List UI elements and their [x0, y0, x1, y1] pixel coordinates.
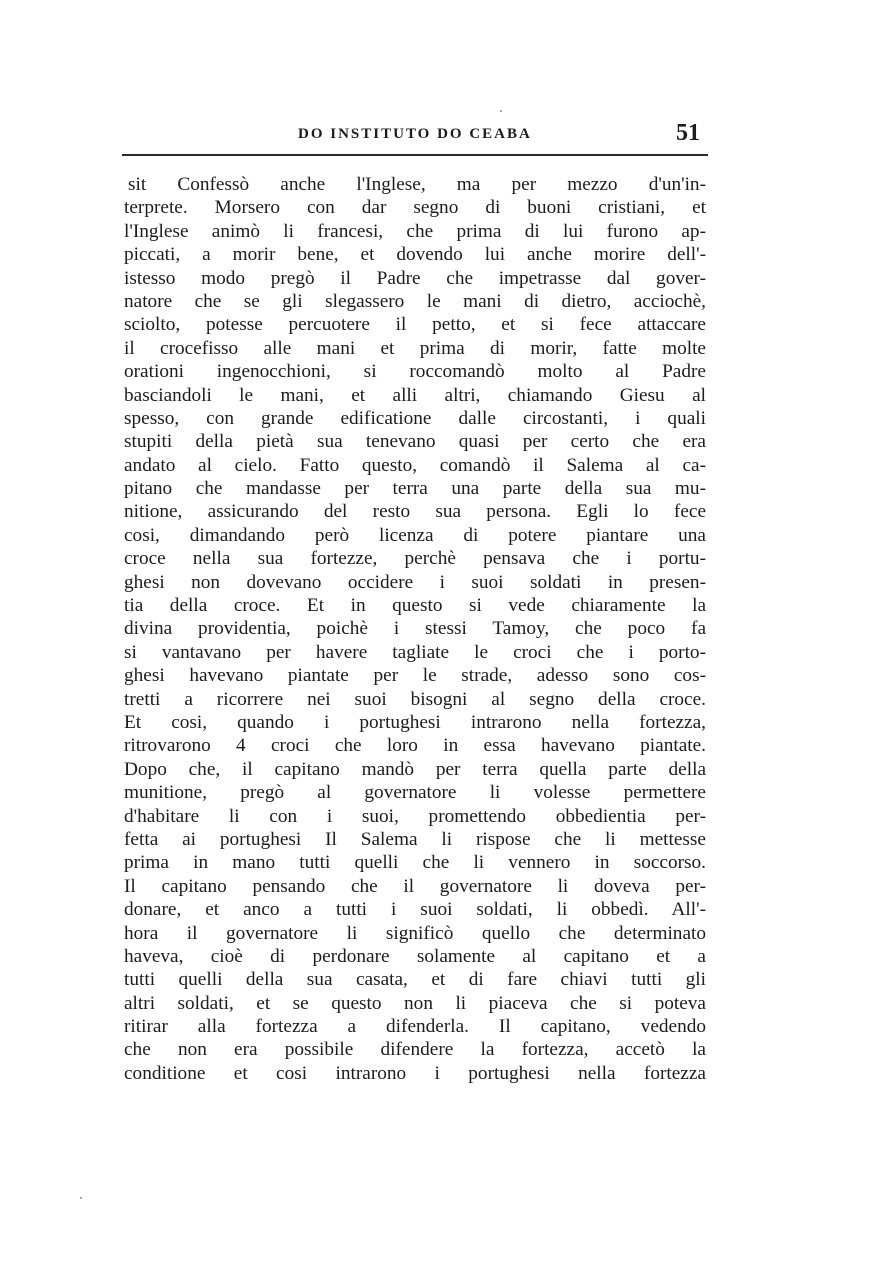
text-line: prima in mano tutti quelli che li vennero in soccorso.	[124, 852, 706, 874]
text-line: cosi, dimandando però licenza di potere piantare una	[124, 524, 706, 546]
running-title: DO INSTITUTO DO CEABA	[298, 126, 532, 142]
text-line: che non era possibile difendere la fortezza, accetò la	[124, 1039, 706, 1061]
text-line: divina providentia, poichè i stessi Tamoy, che poco fa	[124, 618, 706, 640]
text-line: basciandoli le mani, et alli altri, chiamando Giesu al	[124, 384, 706, 406]
text-line: l'Inglese animò li francesi, che prima di lui furono ap-	[124, 220, 706, 242]
paper-speck-bottom	[80, 1197, 82, 1199]
text-line: d'habitare li con i suoi, promettendo obbedientia per-	[124, 805, 706, 827]
text-line: si vantavano per havere tagliate le croci che i porto-	[124, 641, 706, 663]
text-line: istesso modo pregò il Padre che impetrasse dal gover-	[124, 267, 706, 289]
text-line: donare, et anco a tutti i suoi soldati, li obbedì. All'-	[124, 899, 706, 921]
text-line: tia della croce. Et in questo si vede chiaramente la	[124, 595, 706, 617]
text-line: Et cosi, quando i portughesi intrarono nella fortezza,	[124, 711, 706, 733]
text-line: tretti a ricorrere nei suoi bisogni al segno della croce.	[124, 688, 706, 710]
page-number: 51	[676, 120, 700, 146]
text-line: altri soldati, et se questo non li piaceva che si poteva	[124, 992, 706, 1014]
text-line: nitione, assicurando del resto sua persona. Egli lo fece	[124, 501, 706, 523]
text-line: conditione et cosi intrarono i portughesi nella fortezza	[124, 1062, 706, 1084]
text-line: haveva, cioè di perdonare solamente al capitano et a	[124, 945, 706, 967]
body-text	[124, 173, 706, 1085]
text-line: tutti quelli della sua casata, et di fare chiavi tutti gli	[124, 969, 706, 991]
text-line: pitano che mandasse per terra una parte della sua mu-	[124, 478, 706, 500]
text-line: terprete. Morsero con dar segno di buoni cristiani, et	[124, 197, 706, 219]
text-line: sciolto, potesse percuotere il petto, et si fece attaccare	[124, 314, 706, 336]
text-line: Il capitano pensando che il governatore li doveva per-	[124, 875, 706, 897]
text-line: stupiti della pietà sua tenevano quasi per certo che era	[124, 431, 706, 453]
text-line: andato al cielo. Fatto questo, comandò il Salema al ca-	[124, 454, 706, 476]
text-line: hora il governatore li significò quello che determinato	[124, 922, 706, 944]
text-line: fetta ai portughesi Il Salema li rispose che li mettesse	[124, 828, 706, 850]
running-header	[122, 122, 708, 156]
text-line: munitione, pregò al governatore li volesse permettere	[124, 782, 706, 804]
text-line: ritirar alla fortezza a difenderla. Il capitano, vedendo	[124, 1016, 706, 1038]
text-line: ghesi havevano piantate per le strade, adesso sono cos-	[124, 665, 706, 687]
text-line: sit Confessò anche l'Inglese, ma per mezzo d'un'in-	[128, 174, 706, 195]
text-line: il crocefisso alle mani et prima di morir, fatte molte	[124, 337, 706, 359]
text-line: spesso, con grande edificatione dalle circostanti, i quali	[124, 407, 706, 429]
text-line: ghesi non dovevano occidere i suoi soldati in presen-	[124, 571, 706, 593]
text-line: croce nella sua fortezze, perchè pensava che i portu-	[124, 548, 706, 570]
text-line: Dopo che, il capitano mandò per terra quella parte della	[124, 758, 706, 780]
text-line: orationi ingenocchioni, si roccomandò molto al Padre	[124, 361, 706, 383]
text-line: natore che se gli slegassero le mani di dietro, acciochè,	[124, 290, 706, 312]
text-line: ritrovarono 4 croci che loro in essa havevano piantate.	[124, 735, 706, 757]
paper-speck-top	[500, 110, 502, 112]
text-line: piccati, a morir bene, et dovendo lui anche morire dell'-	[124, 244, 706, 266]
